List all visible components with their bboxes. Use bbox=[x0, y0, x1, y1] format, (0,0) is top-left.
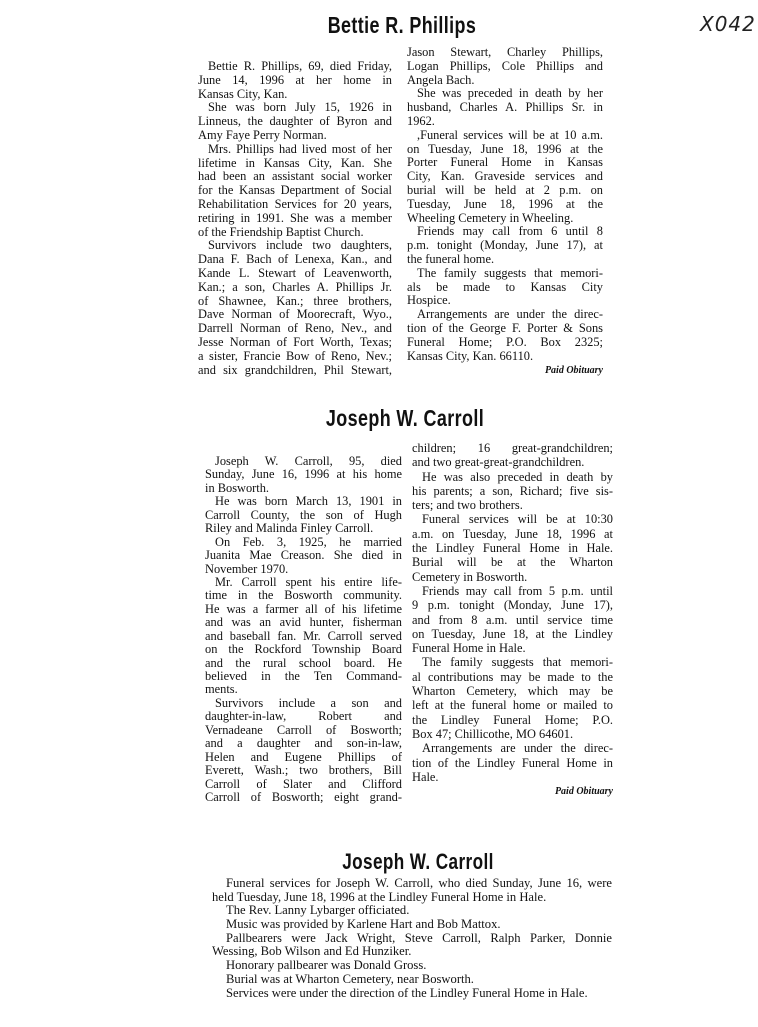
text-line: Funeral Home; P.O. Box 2325; bbox=[407, 334, 603, 349]
text-line: a.m. on Tuesday, June 18, 1996 at bbox=[412, 526, 613, 541]
text-line: The family suggests that memori- bbox=[417, 265, 603, 280]
text-line: Friends may call from 5 p.m. until bbox=[422, 583, 613, 598]
text-line: held Tuesday, June 18, 1996 at the Lindley Funeral Home in Hale. bbox=[212, 889, 547, 904]
text-line: of Shawnee, Kan.; three brothers, bbox=[198, 293, 392, 308]
text-line: husband, Charles A. Phillips Sr. in bbox=[407, 100, 603, 115]
text-line: Sunday, June 16, 1996 at his home bbox=[205, 467, 402, 482]
text-line: Pallbearers were Jack Wright, Steve Carroll, Ralph Parker, Donnie bbox=[226, 930, 612, 945]
text-line: Wessing, Bob Wilson and Ed Hunziker. bbox=[212, 944, 412, 959]
text-line: Mrs. Phillips had lived most of her bbox=[208, 141, 392, 156]
text-line: Box 47; Chillicothe, MO 64601. bbox=[412, 726, 574, 741]
text-line: Kande L. Stewart of Leavenworth, bbox=[198, 265, 392, 280]
text-line: Tuesday, June 18, 1996 at the bbox=[407, 196, 603, 211]
text-line: of the Friendship Baptist Church. bbox=[198, 224, 364, 239]
text-line: Angela Bach. bbox=[407, 72, 475, 87]
text-line: left at the funeral home or mailed to bbox=[412, 698, 613, 713]
text-line: tion of the Lindley Funeral Home in bbox=[412, 755, 613, 770]
text-line: 1962. bbox=[407, 113, 435, 128]
text-line: Wheeling Cemetery in Wheeling. bbox=[407, 210, 574, 225]
text-line: 9 p.m. tonight (Monday, June 17), bbox=[412, 598, 613, 613]
text-line: burial will be held at 2 p.m. on bbox=[407, 182, 603, 197]
text-line: believed in the Ten Command- bbox=[205, 669, 402, 683]
handwritten-code: X042 bbox=[700, 12, 756, 36]
text-line: Everett, Wash.; two brothers, Bill bbox=[205, 763, 402, 778]
text-line: had been an assistant social worker bbox=[198, 169, 392, 184]
text-line: his parents; a son, Richard; five sis- bbox=[412, 483, 613, 498]
text-line: Jesse Norman of Fort Worth, Texas; bbox=[198, 334, 392, 349]
text-line: lifetime in Kansas City, Kan. She bbox=[198, 155, 392, 170]
text-line: Friends may call from 6 until 8 bbox=[417, 224, 603, 239]
text-line: Helen and Eugene Phillips of bbox=[205, 749, 402, 764]
obituary-title-joseph-carroll: Joseph W. Carroll bbox=[325, 405, 485, 431]
text-line: daughter-in-law, Robert and bbox=[205, 709, 402, 724]
text-line: Honorary pallbearer was Donald Gross. bbox=[226, 958, 427, 973]
text-line: Wharton Cemetery, which may be bbox=[412, 684, 613, 699]
text-line: City, Kan. Graveside services and bbox=[407, 169, 603, 184]
text-line: The family suggests that memori- bbox=[422, 655, 613, 670]
text-line: The Rev. Lanny Lybarger officiated. bbox=[226, 903, 410, 918]
text-line: November 1970. bbox=[205, 561, 289, 576]
text-line: Survivors include two daughters, bbox=[208, 238, 392, 253]
text-line: and a daughter and son-in-law, bbox=[205, 736, 402, 751]
text-line: Linneus, the daughter of Byron and bbox=[198, 114, 392, 129]
text-line: and baseball fan. Mr. Carroll served bbox=[205, 628, 402, 643]
text-line: on Tuesday, June 18, at the Lindley bbox=[412, 626, 613, 641]
text-line: Hospice. bbox=[407, 293, 451, 308]
text-line: al contributions may be made to the bbox=[412, 669, 613, 684]
text-line: Survivors include a son and bbox=[215, 695, 402, 710]
text-line: time in the Bosworth community. bbox=[205, 588, 402, 603]
text-line: Darrell Norman of Reno, Nev., and bbox=[198, 321, 392, 336]
text-line: Hale. bbox=[412, 769, 439, 784]
text-line: Vernadeane Carroll of Bosworth; bbox=[205, 722, 402, 737]
text-line: He was also preceded in death by bbox=[422, 469, 613, 484]
obituary1-column-1 bbox=[198, 60, 392, 377]
text-line: ments. bbox=[205, 682, 238, 697]
text-line: Arrangements are under the direc- bbox=[422, 741, 613, 756]
text-line: He was a farmer all of his lifetime bbox=[205, 601, 402, 616]
text-line: Kansas City, Kan. 66110. bbox=[407, 348, 534, 363]
text-line: Burial will be at the Wharton bbox=[412, 555, 613, 570]
text-line: Mr. Carroll spent his entire life- bbox=[215, 574, 402, 589]
text-line: Funeral services for Joseph W. Carroll, who died Sunday, June 16, were bbox=[226, 876, 612, 890]
text-line: retiring in 1991. She was a member bbox=[198, 210, 392, 225]
paid-obituary-label: Paid Obituary bbox=[554, 786, 613, 798]
text-line: Kan.; a son, Charles A. Phillips Jr. bbox=[198, 279, 392, 294]
text-line: and the rural school board. He bbox=[205, 655, 402, 670]
text-line: tion of the George F. Porter & Sons bbox=[407, 320, 603, 335]
notice-title-joseph-carroll: Joseph W. Carroll bbox=[342, 849, 494, 874]
text-line: and two great-great-grandchildren. bbox=[412, 455, 585, 470]
obituary-title-bettie-phillips: Bettie R. Phillips bbox=[327, 12, 477, 38]
text-line: Funeral services will be at 10:30 bbox=[422, 512, 613, 527]
text-line: Rehabilitation Services for 20 years, bbox=[198, 196, 392, 211]
text-line: Carroll of Slater and Clifford bbox=[205, 776, 402, 791]
text-line: children; 16 great-grandchildren; bbox=[412, 441, 613, 455]
text-line: ,Funeral services will be at 10 a.m. bbox=[417, 127, 603, 142]
text-line: Logan Phillips, Cole Phillips and bbox=[407, 58, 603, 73]
text-line: in Bosworth. bbox=[205, 480, 270, 495]
text-line: Kansas City, Kan. bbox=[198, 86, 288, 101]
text-line: the Lindley Funeral Home in Hale. bbox=[412, 541, 613, 556]
text-line: Carroll of Bosworth; eight grand- bbox=[205, 789, 402, 804]
text-line: and from 8 a.m. until service time bbox=[412, 612, 613, 627]
text-line: June 14, 1996 at her home in bbox=[198, 72, 392, 87]
text-line: Bettie R. Phillips, 69, died Friday, bbox=[208, 59, 392, 73]
text-line: Burial was at Wharton Cemetery, near Bosworth. bbox=[226, 971, 474, 986]
funeral-notice-body bbox=[212, 876, 612, 1000]
text-line: Carroll County, the son of Hugh bbox=[205, 507, 402, 522]
text-line: Cemetery in Bosworth. bbox=[412, 569, 528, 584]
text-line: and was an avid hunter, fisherman bbox=[205, 615, 402, 630]
text-line: He was born March 13, 1901 in bbox=[215, 494, 402, 509]
obituary2-column-1 bbox=[205, 455, 402, 804]
text-line: the funeral home. bbox=[407, 251, 495, 266]
text-line: She was born July 15, 1926 in bbox=[208, 100, 392, 115]
text-line: Funeral Home in Hale. bbox=[412, 641, 526, 656]
text-line: Dana F. Bach of Lenexa, Kan., and bbox=[198, 252, 392, 267]
text-line: She was preceded in death by her bbox=[417, 86, 603, 101]
text-line: for the Kansas Department of Social bbox=[198, 183, 392, 198]
text-line: on the Rockford Township Board bbox=[205, 642, 402, 657]
text-line: Music was provided by Karlene Hart and Bob Mattox. bbox=[226, 917, 501, 932]
text-line: als be made to Kansas City bbox=[407, 279, 603, 294]
text-line: Amy Faye Perry Norman. bbox=[198, 127, 327, 142]
text-line: ters; and two brothers. bbox=[412, 498, 523, 513]
text-line: on Tuesday, June 18, 1996 at the bbox=[407, 141, 603, 156]
text-line: and six grandchildren, Phil Stewart, bbox=[198, 362, 392, 377]
obituary2-column-2 bbox=[412, 441, 613, 797]
text-line: Arrangements are under the direc- bbox=[417, 307, 603, 322]
text-line: Jason Stewart, Charley Phillips, bbox=[407, 45, 603, 59]
text-line: Dave Norman of Moorecraft, Wyo., bbox=[198, 307, 392, 322]
text-line: Joseph W. Carroll, 95, died bbox=[215, 454, 402, 468]
obituary1-column-2 bbox=[407, 46, 603, 376]
text-line: On Feb. 3, 1925, he married bbox=[215, 534, 402, 549]
text-line: p.m. tonight (Monday, June 17), at bbox=[407, 238, 603, 253]
paid-obituary-label: Paid Obituary bbox=[544, 365, 603, 377]
text-line: Porter Funeral Home in Kansas bbox=[407, 155, 603, 170]
text-line: the Lindley Funeral Home; P.O. bbox=[412, 712, 613, 727]
text-line: Services were under the direction of the Lindley Funeral Home in Hale. bbox=[226, 985, 588, 1000]
text-line: Riley and Malinda Finley Carroll. bbox=[205, 521, 374, 536]
text-line: a sister, Francie Bow of Reno, Nev.; bbox=[198, 348, 392, 363]
text-line: Juanita Mae Creason. She died in bbox=[205, 548, 402, 563]
